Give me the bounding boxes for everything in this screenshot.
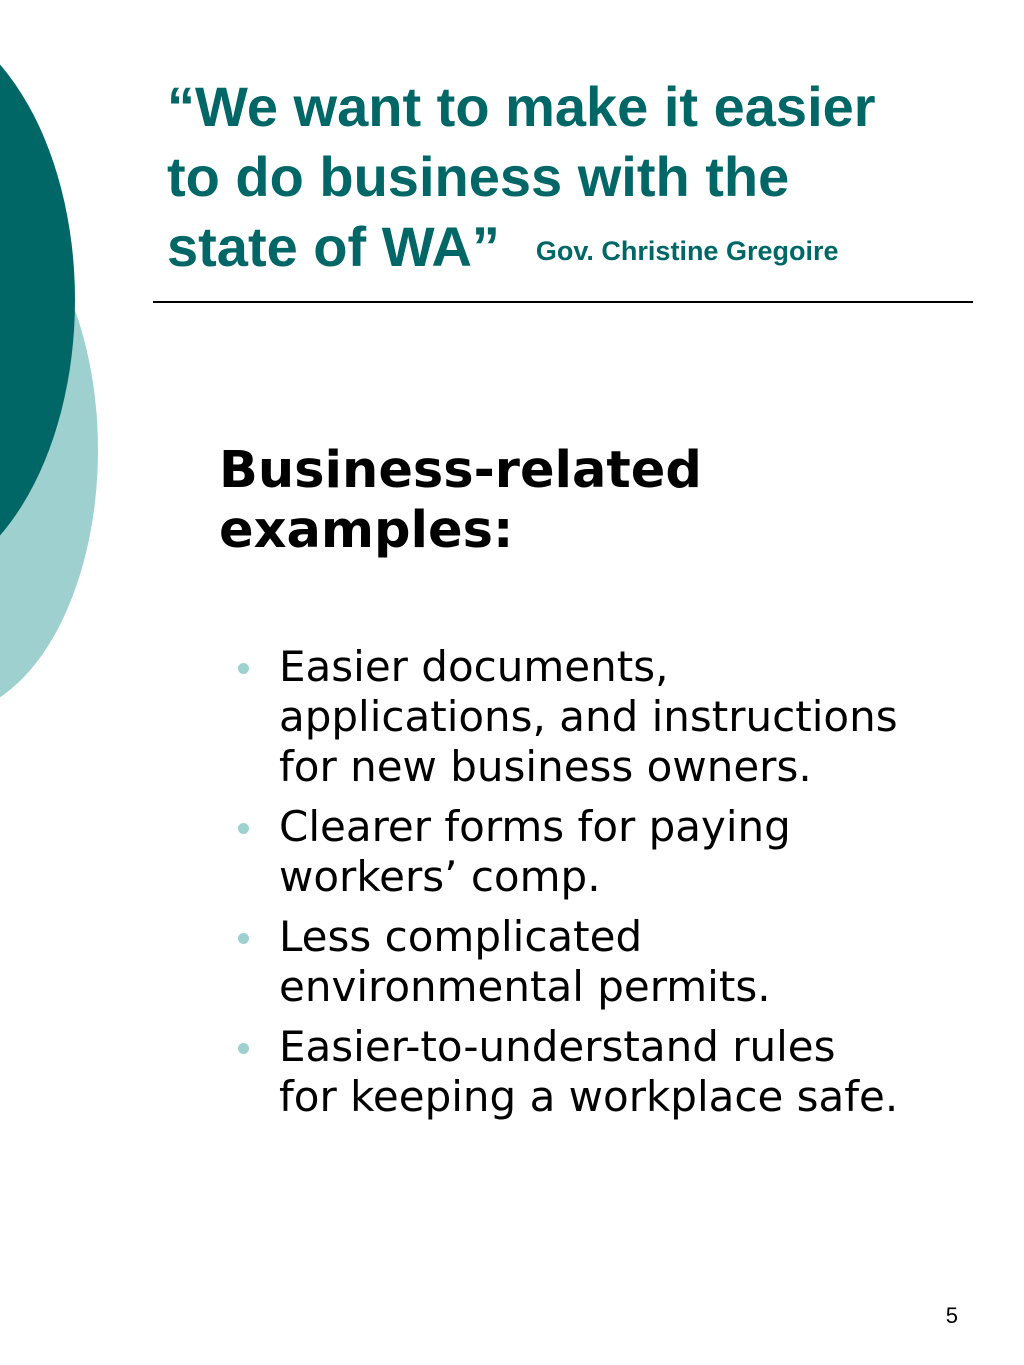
section-heading-line: examples: [219,501,514,560]
examples-list [235,642,995,1132]
title-line: “We want to make it easier [167,75,876,138]
list-item-line: for new business owners. [279,742,812,791]
bullet-dot-icon [238,1043,249,1054]
list-item-line: Clearer forms for paying [279,802,791,851]
quote-attribution: Gov. Christine Gregoire [535,236,839,266]
list-item-line: environmental permits. [279,962,771,1011]
title-line-text: state of WA” [167,215,500,278]
section-heading-line: Business-related [219,441,702,500]
list-item [235,1022,995,1122]
slide-title [167,72,987,286]
bullet-dot-icon [238,663,249,674]
list-item-line: Easier documents, [279,642,669,691]
bullet-dot-icon [238,933,249,944]
bullet-dot-icon [238,823,249,834]
list-item [235,912,995,1012]
title-divider [153,301,973,303]
list-item [235,802,995,902]
list-item-line: applications, and instructions [279,692,898,741]
list-item-line: Easier-to-understand rules [279,1022,836,1071]
list-item-line: for keeping a workplace safe. [279,1072,899,1121]
title-line [167,212,987,286]
decorative-side-shapes [0,0,160,760]
section-heading [219,441,702,561]
list-item [235,642,995,792]
page-number: 5 [945,1303,958,1328]
list-item-line: workers’ comp. [279,852,601,901]
title-line: to do business with the [167,145,790,208]
list-item-line: Less complicated [279,912,643,961]
